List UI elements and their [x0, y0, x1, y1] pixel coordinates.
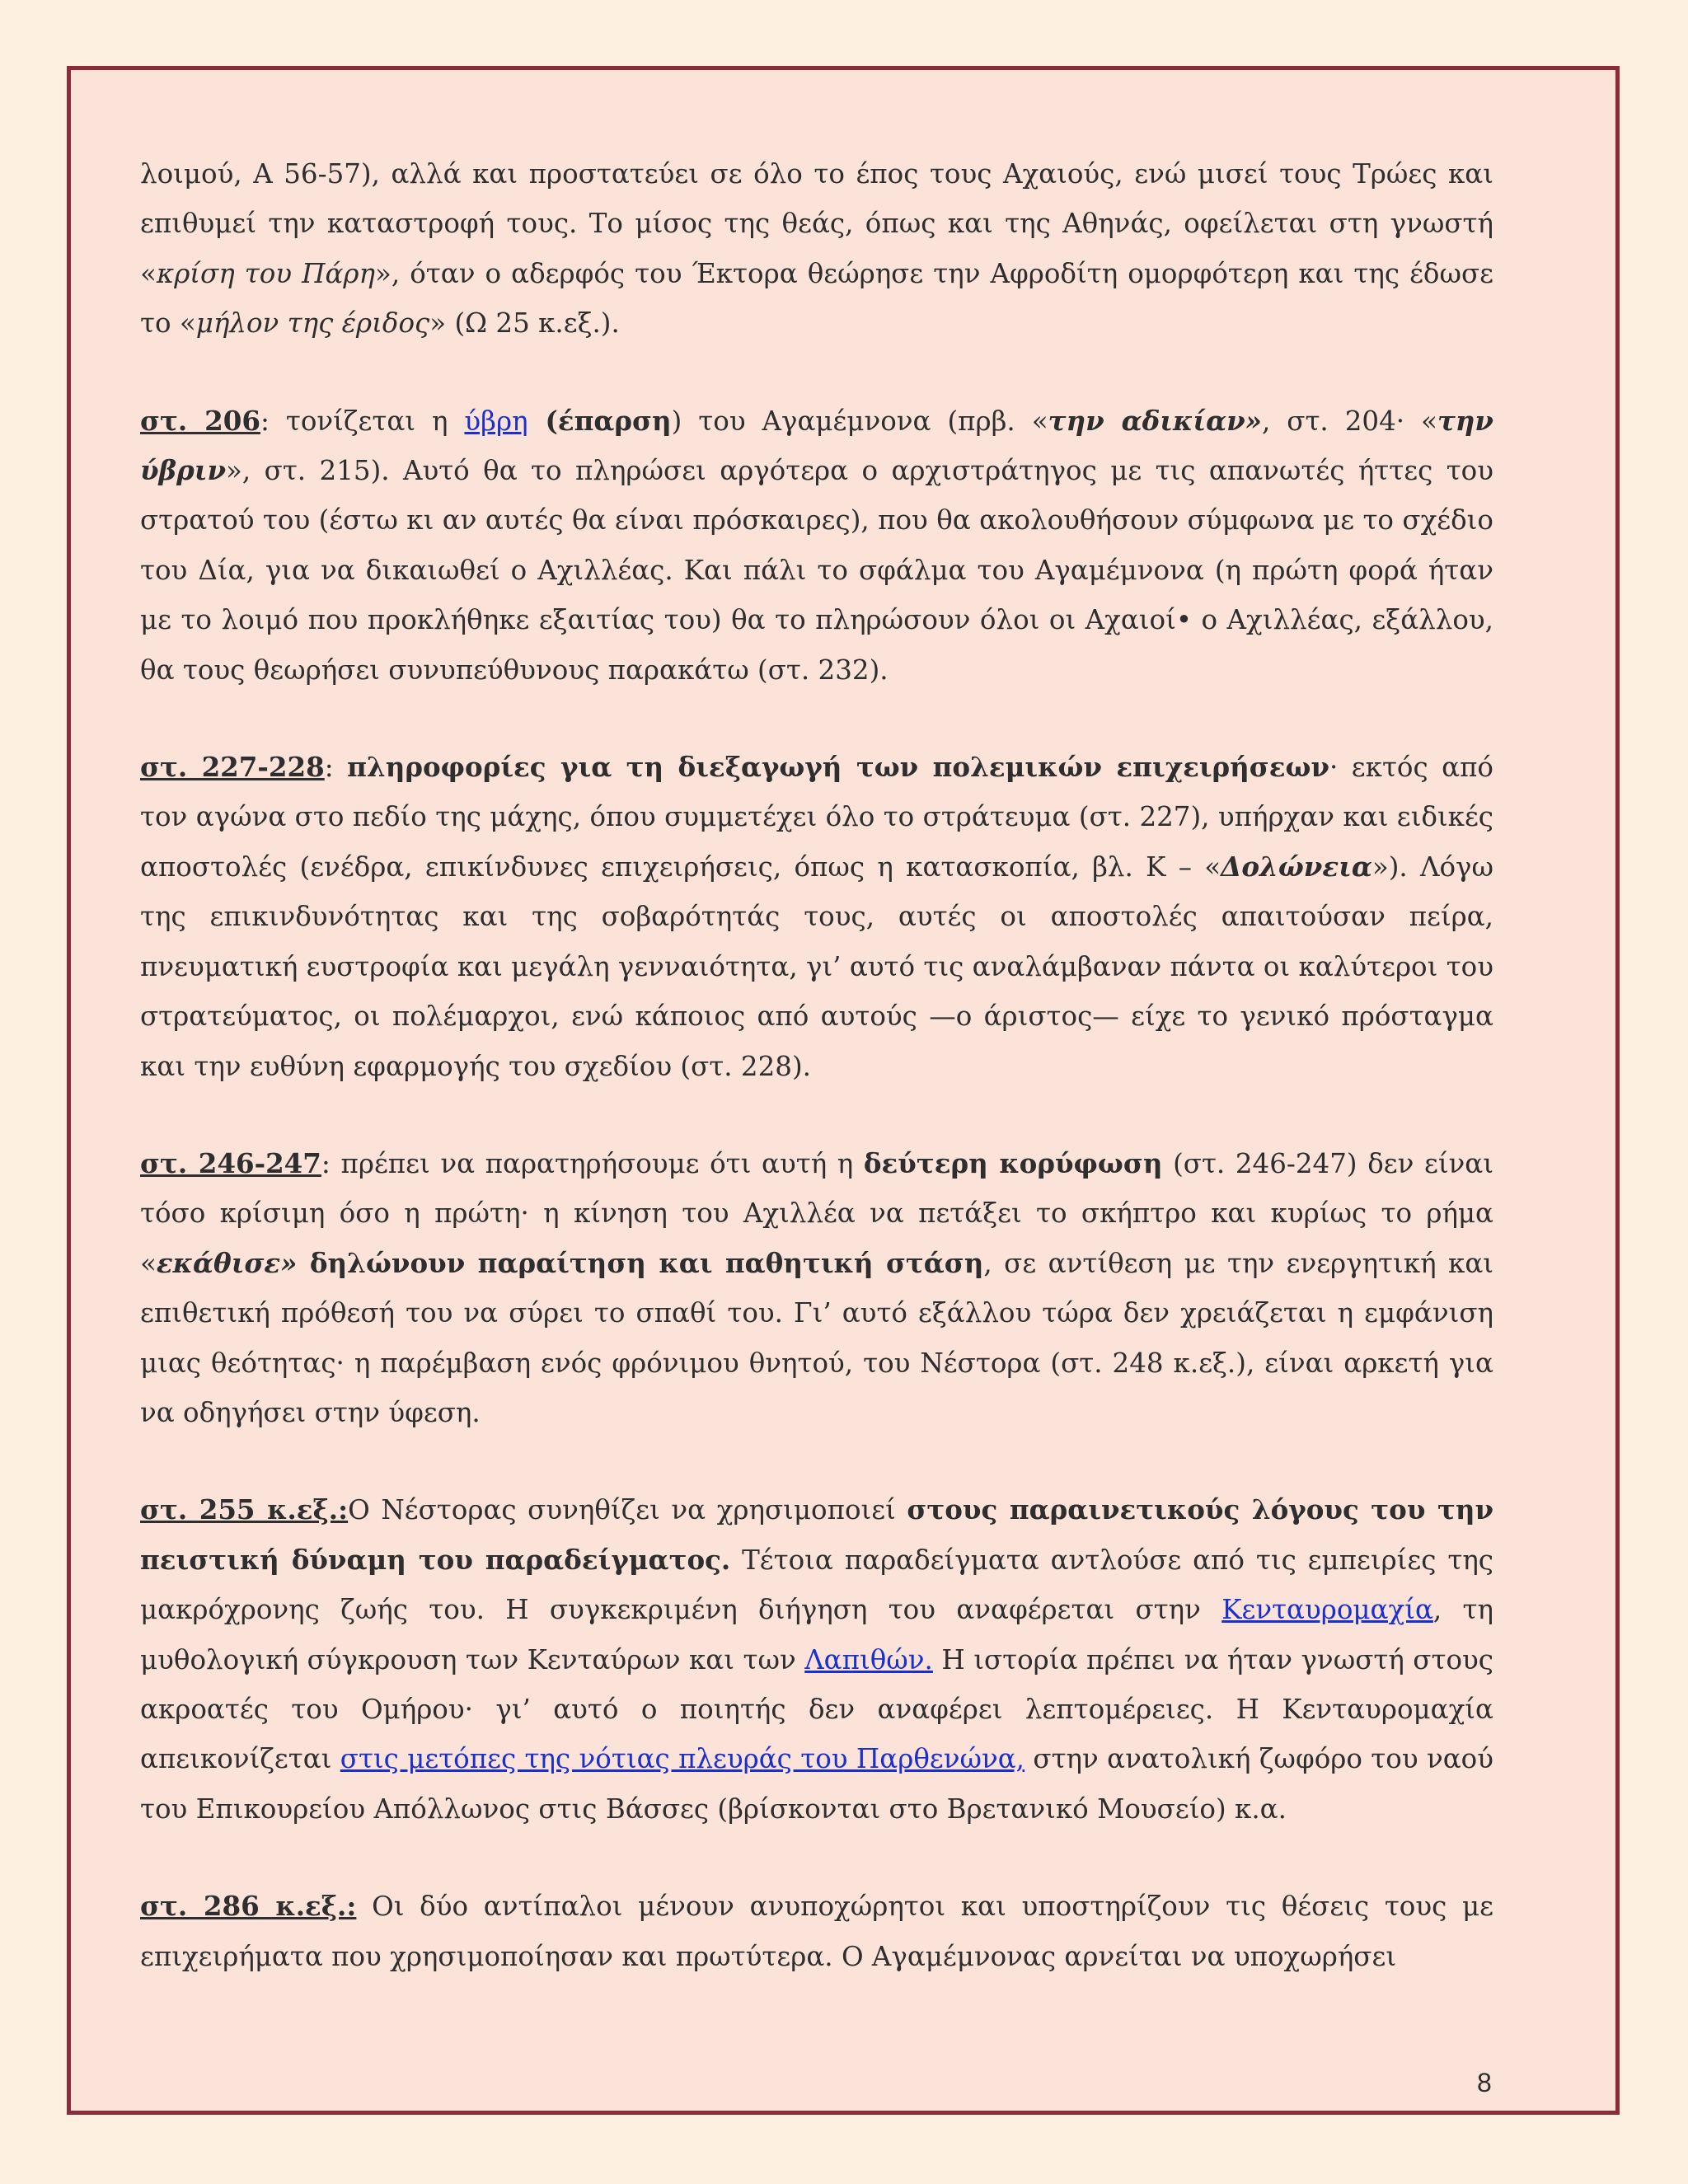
bold-phrase: πληροφορίες για τη διεξαγωγή των πολεμικών επιχειρήσεων	[347, 751, 1330, 784]
paragraph-1: λοιμού, Α 56-57), αλλά και προστατεύει σε όλο το έπος τους Αχαιούς, ενώ μισεί τους Τρώες και επιθυμεί την καταστροφή τους. Το μίσος της θεάς, όπως και της Αθηνάς, οφείλεται στη γνωστή «κρίση του Πάρη», όταν ο αδερφός του Έκτορα θεώρησε την Αφροδίτη ομορφότερη και της έδωσε το «μήλον της έριδος» (Ω 25 κ.εξ.).	[140, 158, 1493, 340]
link-hybris[interactable]: ύβρη	[464, 405, 528, 437]
verse-label: στ. 227-228	[140, 751, 325, 784]
verse-label: στ. 255 κ.εξ.:	[140, 1493, 349, 1526]
link-lapithon[interactable]: Λαπιθών.	[804, 1643, 933, 1675]
page-number: 8	[1477, 2068, 1492, 2097]
bold-italic-quote: Δολώνεια	[1221, 850, 1372, 883]
bold-phrase: δηλώνουν παραίτηση και παθητική στάση	[297, 1246, 984, 1279]
page-content	[140, 149, 1493, 2029]
paragraph-verse-255: στ. 255 κ.εξ.:Ο Νέστορας συνηθίζει να χρησιμοποιεί στους παραινετικούς λόγους του την πειστική δύναμη του παραδείγματος. Τέτοια παραδείγματα αντλούσε από τις εμπειρίες της μακρόχρονης ζωής του. Η συγκεκριμένη διήγηση του αναφέρεται στην Κενταυρομαχία, τη μυθολογική σύγκρουση των Κενταύρων και των Λαπιθών. Η ιστορία πρέπει να ήταν γνωστή στους ακροατές του Ομήρου· γι’ αυτό ο ποιητής δεν αναφέρει λεπτομέρειες. Η Κενταυρομαχία απεικονίζεται στις μετόπες της νότιας πλευράς του Παρθενώνα, στην ανατολική ζωφόρο του ναού του Επικουρείου Απόλλωνος στις Βάσσες (βρίσκονται στο Βρετανικό Μουσείο) κ.α.	[140, 1493, 1494, 1825]
bold-phrase: δεύτερη κορύφωση	[863, 1146, 1163, 1179]
bold-phrase: έπαρση	[557, 404, 672, 437]
italic-phrase: μήλον της έριδος	[195, 307, 430, 340]
verse-label: στ. 206	[140, 404, 260, 437]
italic-phrase: κρίση του Πάρη	[156, 257, 375, 289]
link-parthenon-metopes[interactable]: στις μετόπες της νότιας πλευράς του Παρθενώνα,	[340, 1743, 1025, 1775]
paragraph-verse-206: στ. 206: τονίζεται η ύβρη (έπαρση) του Αγαμέμνονα (πρβ. «την αδικίαν», στ. 204· «την ύβριν», στ. 215). Αυτό θα το πληρώσει αργότερα ο αρχιστράτηγος με τις απανωτές ήττες του στρατού του (έστω κι αν αυτές θα είναι πρόσκαιρες), που θα ακολουθήσουν σύμφωνα με το σχέδιο του Δία, για να δικαιωθεί ο Αχιλλέας. Και πάλι το σφάλμα του Αγαμέμνονα (η πρώτη φορά ήταν με το λοιμό που προκλήθηκε εξαιτίας του) θα το πληρώσουν όλοι οι Αχαιοί• ο Αχιλλέας, εξάλλου, θα τους θεωρήσει συνυπεύθυνους παρακάτω (στ. 232).	[140, 404, 1493, 686]
bold-phrase: στους παραινετικούς λόγους του την πειστική δύναμη του παραδείγματος.	[140, 1493, 1494, 1576]
page-frame	[67, 66, 1620, 2115]
link-kentavromachia[interactable]: Κενταυρομαχία	[1221, 1594, 1433, 1626]
verse-label: στ. 286 κ.εξ.:	[140, 1890, 357, 1923]
paragraph-verse-246-247: στ. 246-247: πρέπει να παρατηρήσουμε ότι αυτή η δεύτερη κορύφωση (στ. 246-247) δεν είναι τόσο κρίσιμη όσο η πρώτη· η κίνηση του Αχιλλέα να πετάξει το σκήπτρο και κυρίως το ρήμα «εκάθισε» δηλώνουν παραίτηση και παθητική στάση, σε αντίθεση με την ενεργητική και επιθετική πρόθεσή του να σύρει το σπαθί του. Γι’ αυτό εξάλλου τώρα δεν χρειάζεται η εμφάνιση μιας θεότητας· η παρέμβαση ενός φρόνιμου θνητού, του Νέστορα (στ. 248 κ.εξ.), είναι αρκετή για να οδηγήσει στην ύφεση.	[140, 1146, 1494, 1428]
bold-italic-quote: εκάθισε»	[156, 1246, 298, 1279]
bold-italic-quote: την ύβριν	[140, 404, 1493, 487]
verse-label: στ. 246-247	[140, 1146, 321, 1179]
bold-italic-quote: την αδικίαν»	[1048, 404, 1262, 437]
paragraph-verse-227-228: στ. 227-228: πληροφορίες για τη διεξαγωγή των πολεμικών επιχειρήσεων· εκτός από τον αγώνα στο πεδίο της μάχης, όπου συμμετέχει όλο το στράτευμα (στ. 227), υπήρχαν και ειδικές αποστολές (ενέδρα, επικίνδυνες επιχειρήσεις, όπως η κατασκοπία, βλ. Κ – «Δολώνεια»). Λόγω της επικινδυνότητας και της σοβαρότητάς τους, αυτές οι αποστολές απαιτούσαν πείρα, πνευματική ευστροφία και μεγάλη γενναιότητα, γι’ αυτό τις αναλάμβαναν πάντα οι καλύτεροι του στρατεύματος, οι πολέμαρχοι, ενώ κάποιος από αυτούς —ο άριστος— είχε το γενικό πρόσταγμα και την ευθύνη εφαρμογής του σχεδίου (στ. 228).	[140, 751, 1494, 1082]
paragraph-verse-286: στ. 286 κ.εξ.: Οι δύο αντίπαλοι μένουν ανυποχώρητοι και υποστηρίζουν τις θέσεις τους με επιχειρήματα που χρησιμοποίησαν και πρωτύτερα. Ο Αγαμέμνονας αρνείται να υποχωρήσει	[140, 1890, 1493, 1972]
